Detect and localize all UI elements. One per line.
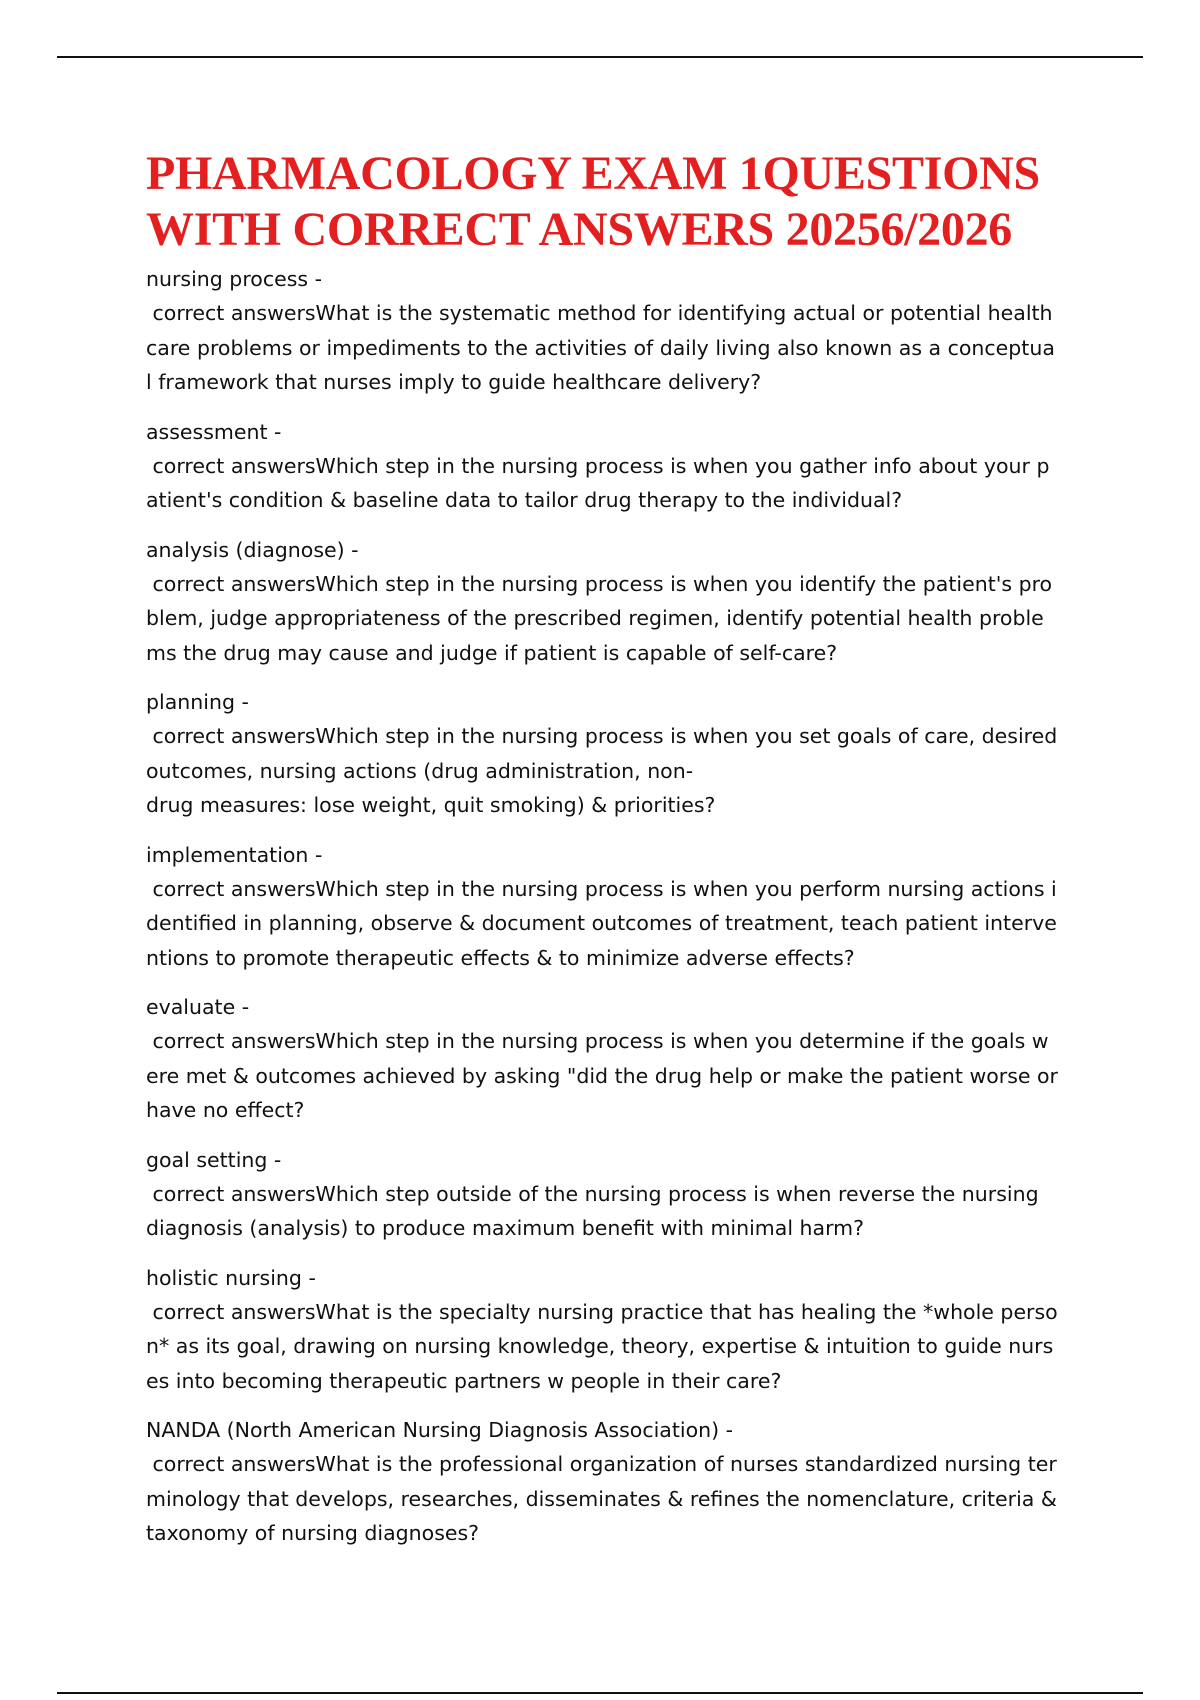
- qa-answer: correct answersWhat is the professional organization of nurses standardized nursing terminology that develops, researches, disseminates & refines the nomenclature, criteria & taxonomy of nursing diagnoses?: [146, 1452, 1064, 1545]
- qa-item: [146, 990, 1065, 1128]
- document-title: [146, 146, 1058, 258]
- qa-answer: correct answersWhich step in the nursing process is when you set goals of care, desired outcomes, nursing actions (drug administration, non- drug measures: lose weight, quit smoking) & priorities?: [146, 724, 1058, 817]
- qa-answer: correct answersWhich step in the nursing process is when you gather info about your patient's condition & baseline data to tailor drug therapy to the individual?: [146, 453, 1050, 512]
- qa-term: implementation -: [146, 842, 323, 867]
- qa-term: goal setting -: [146, 1147, 282, 1172]
- qa-item: [146, 1143, 1058, 1246]
- bottom-rule: [57, 1692, 1143, 1694]
- qa-term: analysis (diagnose) -: [146, 537, 359, 562]
- qa-answer: correct answersWhich step in the nursing process is when you perform nursing actions identified in planning, observe & document outcomes of treatment, teach patient interventions to promote therapeutic effects & to minimize adverse effects?: [146, 876, 1057, 970]
- document-body: [146, 146, 1065, 1566]
- qa-term: assessment -: [146, 419, 282, 444]
- title-line-2: WITH CORRECT ANSWERS 20256/2026: [146, 203, 1012, 256]
- qa-item: [146, 415, 1058, 518]
- qa-answer: correct answersWhat is the systematic method for identifying actual or potential health care problems or impediments to the activities of daily living also known as a conceptual framework that nurses imply to guide healthcare delivery?: [146, 301, 1060, 394]
- qa-answer: correct answersWhich step in the nursing process is when you identify the patient's problem, judge appropriateness of the prescribed regimen, identify potential health problems the drug may cause and judge if patient is capable of self-care?: [146, 571, 1053, 665]
- qa-term: planning -: [146, 690, 249, 714]
- qa-term: holistic nursing -: [146, 1265, 316, 1290]
- qa-answer: correct answersWhich step in the nursing process is when you determine if the goals were met & outcomes achieved by asking "did the drug help or make the patient worse or have no effect?: [146, 1029, 1065, 1122]
- qa-item: [146, 838, 1058, 976]
- qa-term: nursing process -: [146, 267, 323, 291]
- qa-term: NANDA (North American Nursing Diagnosis Association) -: [146, 1418, 734, 1442]
- qa-item: [146, 533, 1058, 671]
- qa-term: evaluate -: [146, 995, 250, 1019]
- qa-item: [146, 1261, 1058, 1399]
- qa-item: [146, 685, 1058, 823]
- title-line-1: PHARMACOLOGY EXAM 1QUESTIONS: [146, 147, 1040, 200]
- top-rule: [57, 56, 1143, 58]
- qa-item: [146, 262, 1058, 400]
- qa-item: [146, 1413, 1064, 1551]
- qa-answer: correct answersWhat is the specialty nursing practice that has healing the *whole person* as its goal, drawing on nursing knowledge, theory, expertise & intuition to guide nurses into becoming therapeutic partners w people in their care?: [146, 1299, 1058, 1393]
- qa-answer: correct answersWhich step outside of the nursing process is when reverse the nursing diagnosis (analysis) to produce maximum benefit with minimal harm?: [146, 1181, 1046, 1240]
